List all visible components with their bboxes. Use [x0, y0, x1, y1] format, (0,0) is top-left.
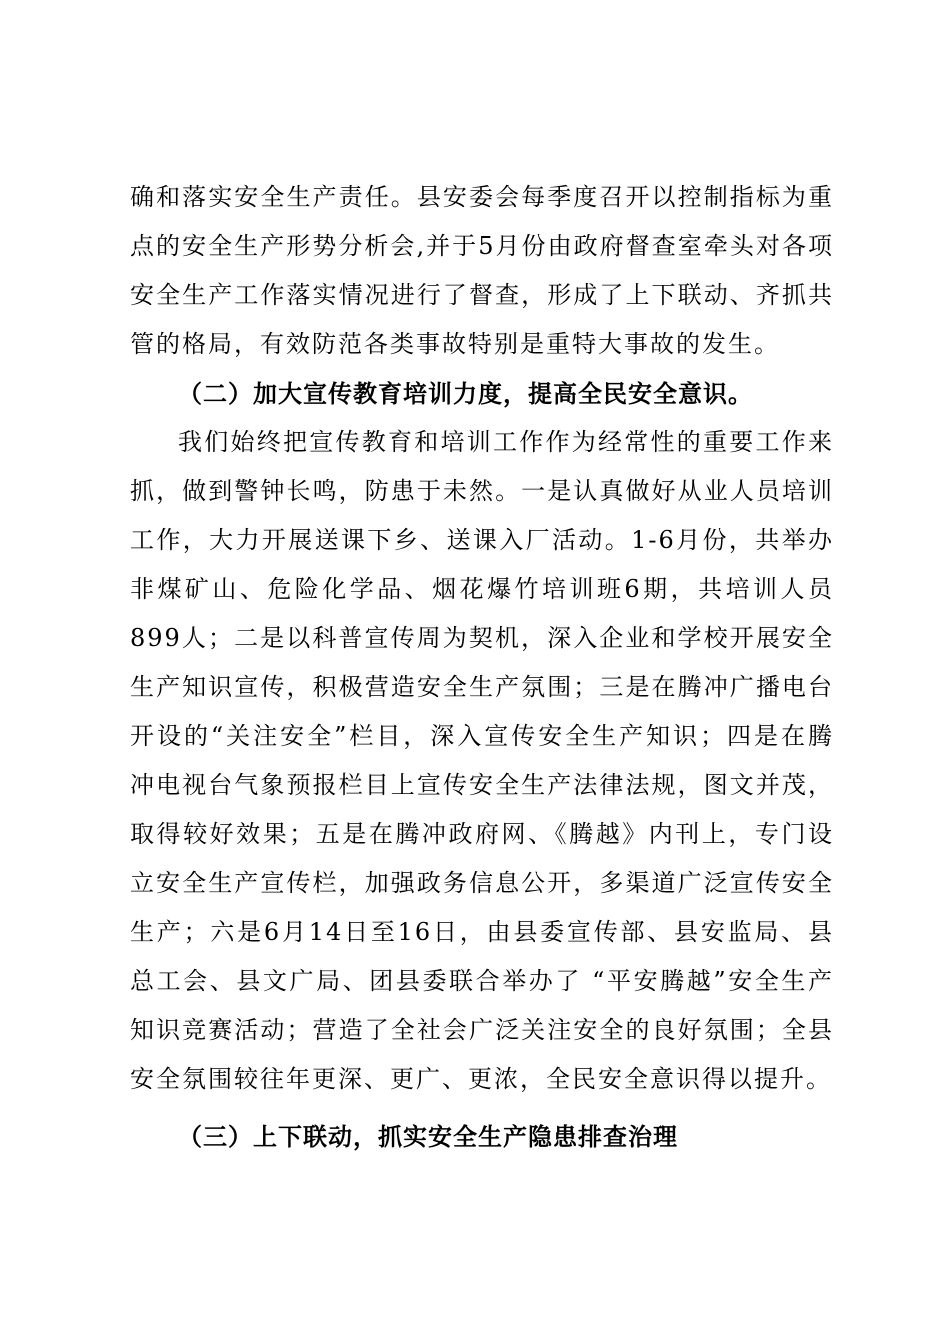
- section-heading-3: （三）上下联动，抓实安全生产隐患排查治理: [178, 1122, 678, 1151]
- continued-paragraph: 确和落实安全生产责任。县安委会每季度召开以控制指标为重点的安全生产形势分析会,并于5月份由政府督查室牵头对各项安全生产工作落实情况进行了督查，形成了上下联动、齐抓共管的格局，有效防范各类事故特别是重特大事故的发生。: [130, 183, 834, 358]
- paragraph-spacer: [130, 1104, 834, 1112]
- section-heading-2: （二）加大宣传教育培训力度，提高全民安全意识。: [178, 379, 753, 408]
- publicity-paragraph: 我们始终把宣传教育和培训工作作为经常性的重要工作来抓，做到警钟长鸣，防患于未然。一是认真做好从业人员培训工作，大力开展送课下乡、送课入厂活动。1-6月份，共举办非煤矿山、危险化学品、烟花爆竹培训班6期，共培训人员899人；二是以科普宣传周为契机，深入企业和学校开展安全生产知识宣传，积极营造安全生产氛围；三是在腾冲广播电台开设的“关注安全”栏目，深入宣传安全生产知识；四是在腾冲电视台气象预报栏目上宣传安全生产法律法规，图文并茂，取得较好效果；五是在腾冲政府网、《腾越》内刊上，专门设立安全生产宣传栏，加强政务信息公开，多渠道广泛宣传安全生产；六是6月14日至16日，由县委宣传部、县安监局、县总工会、县文广局、团县委联合举办了 “平安腾越”安全生产知识竞赛活动；营造了全社会广泛关注安全的良好氛围；全县安全氛围较往年更深、更广、更浓，全民安全意识得以提升。: [130, 428, 834, 1093]
- document-body: [130, 173, 834, 1161]
